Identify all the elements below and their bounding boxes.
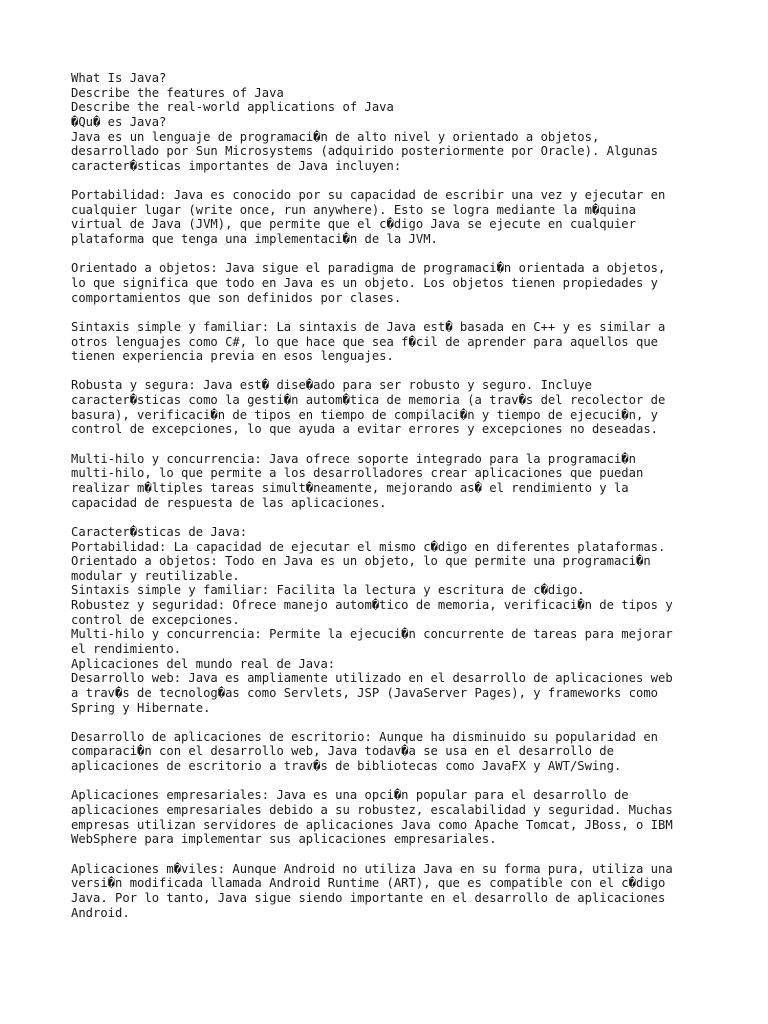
paragraph-spacer: [71, 437, 731, 452]
text-line: Android.: [71, 905, 130, 920]
doc-question-features: Describe the features of Java: [71, 85, 284, 100]
text-line: capacidad de respuesta de las aplicaciones.: [71, 495, 387, 510]
text-line: Robustez y seguridad: Ofrece manejo autom�tico de memoria, verificaci�n de tipos y: [71, 598, 673, 613]
paragraph-spacer: [71, 510, 731, 525]
paragraph-empresariales: [71, 788, 731, 847]
text-line: comparaci�n con el desarrollo web, Java todav�a se usa en el desarrollo de: [71, 744, 614, 759]
doc-question-applications: Describe the real-world applications of Java: [71, 100, 394, 115]
paragraph-spacer: [71, 364, 731, 379]
paragraph-escritorio: [71, 730, 731, 774]
text-line: Orientado a objetos: Java sigue el paradigma de programaci�n orientada a objetos,: [71, 261, 666, 276]
paragraph-spacer: [71, 173, 731, 188]
text-line: Multi-hilo y concurrencia: Java ofrece soporte integrado para la programaci�n: [71, 451, 636, 466]
text-line: cualquier lugar (write once, run anywhere). Esto se logra mediante la m�quina: [71, 202, 636, 217]
paragraph-spacer: [71, 305, 731, 320]
summary-block: [71, 525, 731, 715]
text-line: multi-hilo, lo que permite a los desarrolladores crear aplicaciones que puedan: [71, 466, 644, 481]
text-line: Robusta y segura: Java est� dise�ado para ser robusto y seguro. Incluye: [71, 378, 592, 393]
text-line: tienen experiencia previa en esos lenguajes.: [71, 349, 394, 364]
doc-title: What Is Java?: [71, 71, 167, 85]
text-line: control de excepciones, lo que ayuda a evitar errores y excepciones no deseadas.: [71, 422, 658, 437]
paragraph-portabilidad: [71, 188, 731, 247]
text-line: el rendimiento.: [71, 641, 182, 656]
paragraph-spacer: [71, 847, 731, 862]
text-line: Aplicaciones empresariales: Java es una opci�n popular para el desarrollo de: [71, 788, 629, 803]
paragraph-multi-hilo: [71, 452, 731, 511]
text-line: Multi-hilo y concurrencia: Permite la ejecuci�n concurrente de tareas para mejorar: [71, 627, 673, 642]
text-line: basura), verificaci�n de tipos en tiempo de compilaci�n y tiempo de ejecuci�n, y: [71, 407, 658, 422]
text-line: Aplicaciones m�viles: Aunque Android no utiliza Java en su forma pura, utiliza una: [71, 861, 673, 876]
paragraph-spacer: [71, 774, 731, 789]
document-page: [71, 71, 731, 920]
text-line: aplicaciones empresariales debido a su robustez, escalabilidad y seguridad. Muchas: [71, 803, 673, 818]
text-line: versi�n modificada llamada Android Runtime (ART), que es compatible con el c�digo: [71, 876, 666, 891]
text-line: Desarrollo web: Java es ampliamente utilizado en el desarrollo de aplicaciones web: [71, 671, 673, 686]
text-line: aplicaciones de escritorio a trav�s de bibliotecas como JavaFX y AWT/Swing.: [71, 759, 622, 774]
text-line: otros lenguajes como C#, lo que hace que sea f�cil de aprender para aquellos que: [71, 334, 658, 349]
paragraph-moviles: [71, 862, 731, 921]
text-line: desarrollado por Sun Microsystems (adquirido posteriormente por Oracle). Algunas: [71, 144, 658, 159]
text-line: comportamientos que son definidos por clases.: [71, 290, 402, 305]
text-line: Java es un lenguaje de programaci�n de alto nivel y orientado a objetos,: [71, 129, 600, 144]
text-line: realizar m�ltiples tareas simult�neamente, mejorando as� el rendimiento y la: [71, 480, 629, 495]
text-line: Portabilidad: Java es conocido por su capacidad de escribir una vez y ejecutar en: [71, 188, 666, 203]
text-line: WebSphere para implementar sus aplicaciones empresariales.: [71, 832, 497, 847]
paragraph-robusta-segura: [71, 378, 731, 437]
text-line: control de excepciones.: [71, 612, 240, 627]
text-line: a trav�s de tecnolog�as como Servlets, JSP (JavaServer Pages), y frameworks como: [71, 685, 658, 700]
text-line: caracter�sticas como la gesti�n autom�tica de memoria (a trav�s del recolector de: [71, 393, 666, 408]
intro-block: [71, 71, 731, 173]
section-heading-aplicaciones: Aplicaciones del mundo real de Java:: [71, 656, 336, 671]
text-line: Java. Por lo tanto, Java sigue siendo importante en el desarrollo de aplicaciones: [71, 890, 666, 905]
text-line: Sintaxis simple y familiar: Facilita la lectura y escritura de c�digo.: [71, 583, 585, 598]
text-line: empresas utilizan servidores de aplicaciones Java como Apache Tomcat, JBoss, o IBM: [71, 817, 673, 832]
section-heading-caracteristicas: Caracter�sticas de Java:: [71, 524, 248, 539]
text-line: caracter�sticas importantes de Java incluyen:: [71, 158, 402, 173]
paragraph-orientado-a-objetos: [71, 261, 731, 305]
text-line: modular y reutilizable.: [71, 568, 240, 583]
text-line: plataforma que tenga una implementaci�n de la JVM.: [71, 232, 438, 247]
text-line: lo que significa que todo en Java es un objeto. Los objetos tienen propiedades y: [71, 275, 658, 290]
text-line: Desarrollo de aplicaciones de escritorio: Aunque ha disminuido su popularidad en: [71, 729, 658, 744]
text-line: Spring y Hibernate.: [71, 700, 211, 715]
paragraph-sintaxis: [71, 320, 731, 364]
text-line: Sintaxis simple y familiar: La sintaxis de Java est� basada en C++ y es similar a: [71, 319, 666, 334]
text-line: Orientado a objetos: Todo en Java es un objeto, lo que permite una programaci�n: [71, 554, 651, 569]
section-heading-que-es-java: �Qu� es Java?: [71, 114, 167, 129]
paragraph-spacer: [71, 715, 731, 730]
text-line: virtual de Java (JVM), que permite que el c�digo Java se ejecute en cualquier: [71, 217, 636, 232]
paragraph-spacer: [71, 247, 731, 262]
text-line: Portabilidad: La capacidad de ejecutar el mismo c�digo en diferentes plataformas.: [71, 539, 666, 554]
